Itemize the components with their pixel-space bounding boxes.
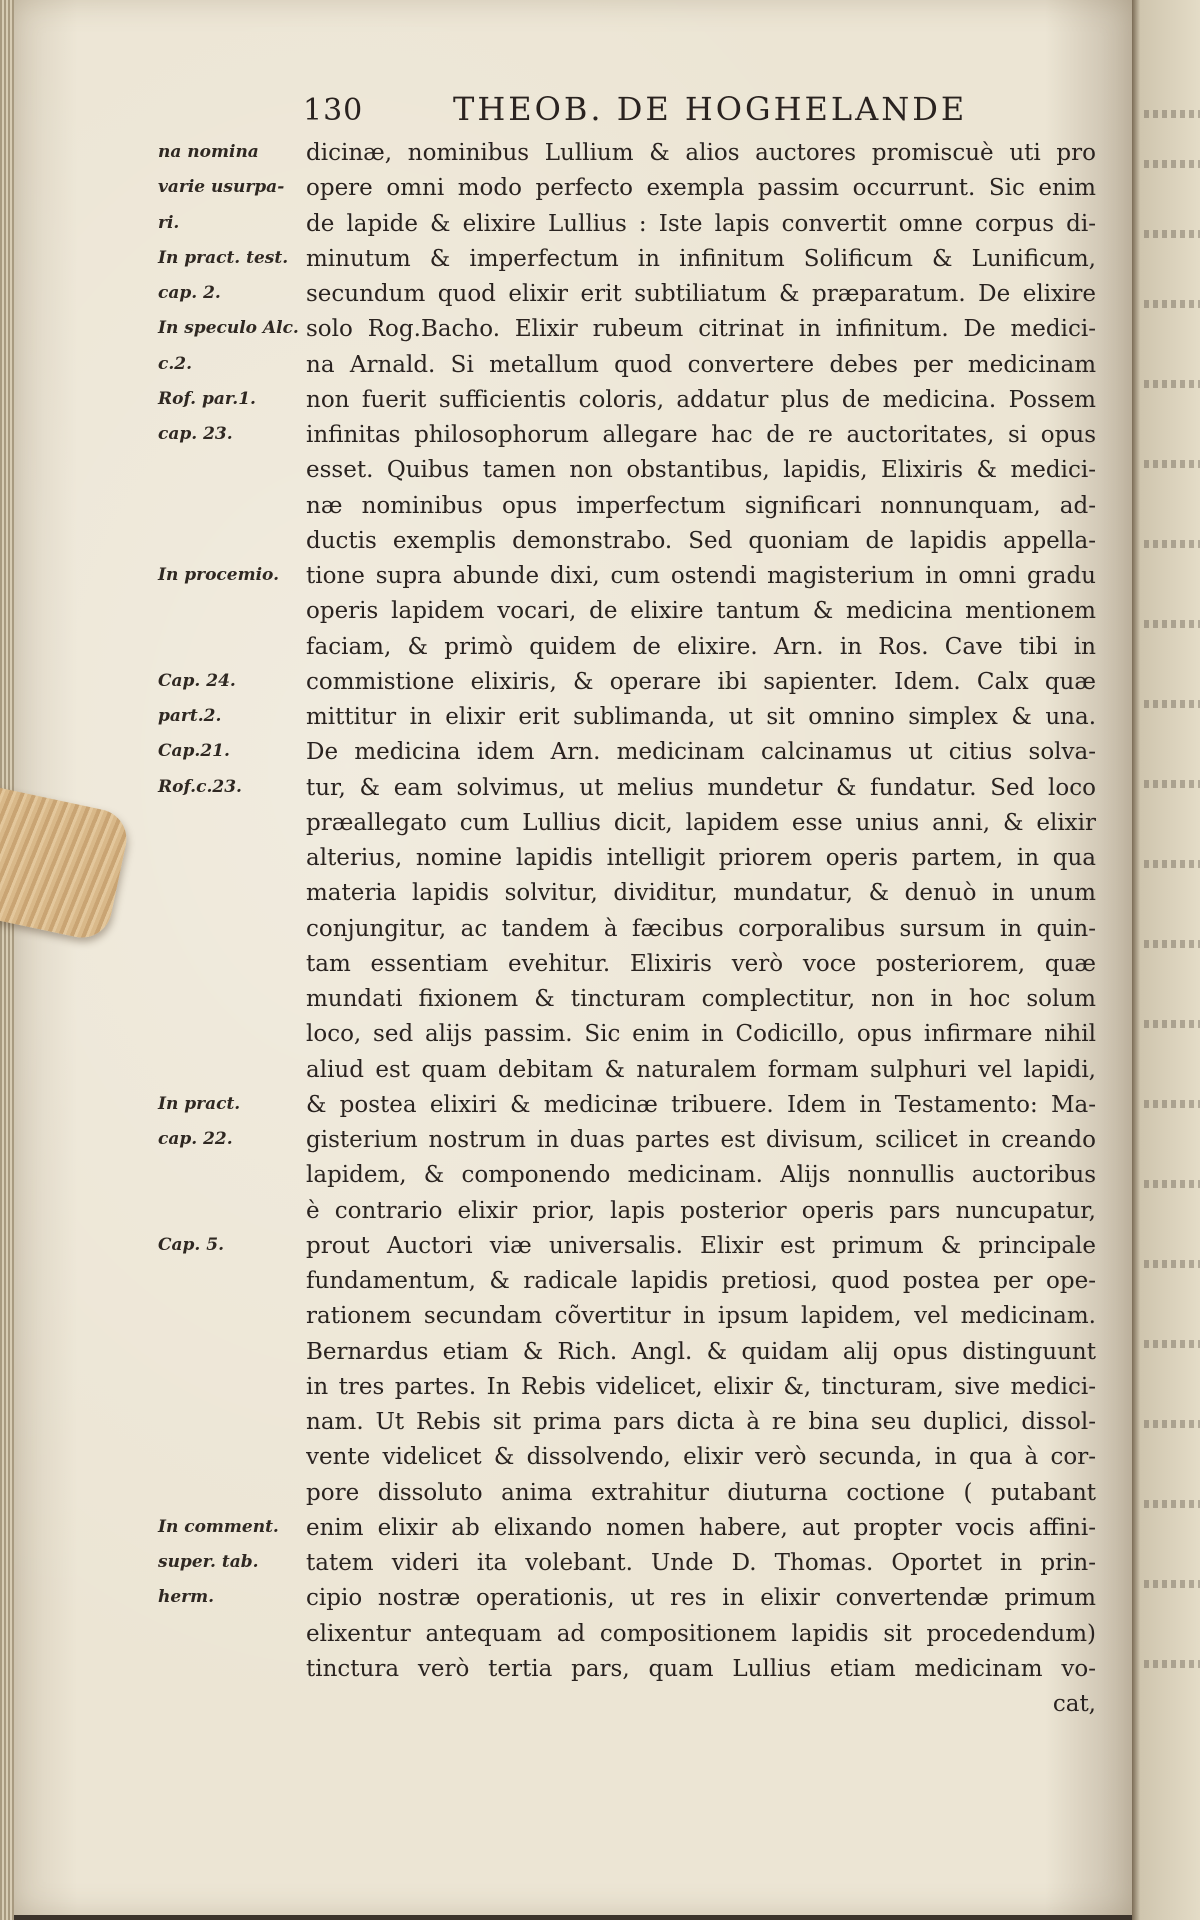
margin-note: Rof. par.1.	[158, 388, 256, 409]
body-line: dicinæ, nominibus Lullium & alios auctores promiscuè uti pro	[306, 140, 1096, 166]
running-head	[303, 90, 967, 134]
body-line: rationem secundam cõvertitur in ipsum lapidem, vel medicinam.	[306, 1303, 1096, 1330]
bleed-through-text	[1144, 1580, 1200, 1588]
body-line: De medicina idem Arn. medicinam calcinamus ut citius solva-	[306, 739, 1096, 766]
bleed-through-text	[1144, 1260, 1200, 1268]
body-line: cat,	[1052, 1691, 1096, 1717]
margin-note: herm.	[158, 1587, 215, 1608]
bleed-through-text	[1144, 110, 1200, 118]
bleed-through-text	[1144, 460, 1200, 468]
body-line: gisterium nostrum in duas partes est divisum, scilicet in creando	[306, 1127, 1096, 1153]
margin-note: varie usurpa-	[158, 177, 285, 198]
body-line: commistione elixiris, & operare ibi sapienter. Idem. Calx quæ	[306, 668, 1096, 695]
bleed-through-text	[1144, 1340, 1200, 1348]
body-line: elixentur antequam ad compositionem lapidis sit procedendum)	[306, 1620, 1096, 1647]
margin-note: Cap. 5.	[158, 1234, 225, 1255]
body-line: opere omni modo perfecto exempla passim occurrunt. Sic enim	[306, 175, 1096, 202]
body-line: nam. Ut Rebis sit prima pars dicta à re bina seu duplici, dissol-	[306, 1409, 1096, 1435]
bleed-through-text	[1144, 540, 1200, 548]
body-line: pore dissoluto anima extrahitur diuturna coctione ( putabant	[306, 1479, 1096, 1506]
body-line: infinitas philosophorum allegare hac de re auctoritates, si opus	[306, 422, 1096, 448]
margin-note: ri.	[158, 212, 180, 233]
body-text	[306, 136, 1096, 1722]
bleed-through-text	[1144, 1660, 1200, 1668]
book-page	[10, 0, 1135, 1915]
body-line: næ nominibus opus imperfectum significari nonnunquam, ad-	[306, 492, 1096, 519]
body-line: vente videlicet & dissolvendo, elixir verò secunda, in qua à cor-	[306, 1444, 1096, 1471]
body-line: alterius, nomine lapidis intelligit priorem operis partem, in qua	[306, 845, 1096, 871]
body-line: mundati fixionem & tincturam complectitur, non in hoc solum	[306, 986, 1096, 1012]
bleed-through-text	[1144, 1020, 1200, 1028]
bleed-through-text	[1144, 300, 1200, 308]
body-line: fundamentum, & radicale lapidis pretiosi, quod postea per ope-	[306, 1268, 1096, 1294]
bleed-through-text	[1144, 940, 1200, 948]
body-line: tinctura verò tertia pars, quam Lullius etiam medicinam vo-	[306, 1655, 1096, 1682]
bleed-through-text	[1144, 160, 1200, 168]
bleed-through-text	[1144, 230, 1200, 238]
body-line: operis lapidem vocari, de elixire tantum & medicina mentionem	[306, 598, 1096, 625]
bleed-through-text	[1144, 780, 1200, 788]
body-line: faciam, & primò quidem de elixire. Arn. in Ros. Cave tibi in	[306, 633, 1096, 660]
body-line: tatem videri ita volebant. Unde D. Thomas. Oportet in prin-	[306, 1550, 1096, 1576]
margin-note: In pract. test.	[158, 247, 289, 268]
margin-note: na nomina	[158, 142, 259, 162]
margin-note: In comment.	[158, 1516, 279, 1537]
body-line: secundum quod elixir erit subtiliatum & præparatum. De elixire	[306, 281, 1096, 307]
page-stack-edge	[0, 0, 14, 1920]
body-line: solo Rog.Bacho. Elixir rubeum citrinat in infinitum. De medici-	[306, 316, 1096, 343]
bleed-through-text	[1144, 1100, 1200, 1108]
body-line: conjungitur, ac tandem à fæcibus corporalibus sursum in quin-	[306, 915, 1096, 942]
bleed-through-text	[1144, 620, 1200, 628]
margin-note: super. tab.	[158, 1552, 259, 1572]
body-line: non fuerit sufficientis coloris, addatur plus de medicina. Possem	[306, 386, 1096, 413]
body-line: ductis exemplis demonstrabo. Sed quoniam de lapidis appella-	[306, 527, 1096, 554]
margin-note: In pract.	[158, 1093, 241, 1114]
body-line: præallegato cum Lullius dicit, lapidem esse unius anni, & elixir	[306, 809, 1096, 836]
margin-note: part.2.	[158, 706, 222, 726]
margin-note: In speculo Alc.	[158, 318, 299, 339]
body-line: aliud est quam debitam & naturalem formam sulphuri vel lapidi,	[306, 1056, 1096, 1083]
margin-note: Cap. 24.	[158, 670, 236, 691]
body-line: de lapide & elixire Lullius : Iste lapis convertit omne corpus di-	[306, 210, 1096, 237]
margin-note: c.2.	[158, 353, 193, 374]
margin-note: cap. 2.	[158, 283, 221, 303]
page-number: 130	[303, 93, 364, 128]
body-line: Bernardus etiam & Rich. Angl. & quidam alij opus distinguunt	[306, 1338, 1096, 1365]
bleed-through-text	[1144, 1420, 1200, 1428]
body-line: prout Auctori viæ universalis. Elixir est primum & principale	[306, 1232, 1096, 1259]
body-line: esset. Quibus tamen non obstantibus, lapidis, Elixiris & medici-	[306, 457, 1096, 484]
bleed-through-text	[1144, 1180, 1200, 1188]
bleed-through-text	[1144, 860, 1200, 868]
margin-note: In procemio.	[158, 565, 279, 585]
running-title: THEOB. DE HOGHELANDE	[453, 90, 968, 128]
body-line: materia lapidis solvitur, dividitur, mundatur, & denuò in unum	[306, 880, 1096, 907]
body-line: mittitur in elixir erit sublimanda, ut sit omnino simplex & una.	[306, 704, 1096, 730]
bleed-through-text	[1144, 700, 1200, 708]
body-line: tam essentiam evehitur. Elixiris verò voce posteriorem, quæ	[306, 950, 1096, 977]
body-line: cipio nostræ operationis, ut res in elixir convertendæ primum	[306, 1585, 1096, 1612]
bleed-through-text	[1144, 380, 1200, 388]
bleed-through-text	[1144, 1500, 1200, 1508]
margin-note: Cap.21.	[158, 741, 230, 762]
margin-note: cap. 22.	[158, 1129, 233, 1149]
margin-note: Rof.c.23.	[158, 776, 242, 797]
body-line: enim elixir ab elixando nomen habere, aut propter vocis affini-	[306, 1514, 1096, 1541]
body-line: tur, & eam solvimus, ut melius mundetur & fundatur. Sed loco	[306, 774, 1096, 801]
body-line: & postea elixiri & medicinæ tribuere. Idem in Testamento: Ma-	[306, 1091, 1096, 1118]
body-line: in tres partes. In Rebis videlicet, elixir &, tincturam, sive medici-	[306, 1373, 1096, 1400]
body-line: minutum & imperfectum in infinitum Solificum & Lunificum,	[306, 245, 1096, 272]
body-line: tione supra abunde dixi, cum ostendi magisterium in omni gradu	[306, 563, 1096, 589]
margin-note: cap. 23.	[158, 424, 233, 444]
body-line: na Arnald. Si metallum quod convertere debes per medicinam	[306, 351, 1096, 378]
body-line: lapidem, & componendo medicinam. Alijs nonnullis auctoribus	[306, 1162, 1096, 1189]
body-line: è contrario elixir prior, lapis posterior operis pars nuncupatur,	[306, 1197, 1096, 1224]
facing-page-edge	[1132, 0, 1200, 1920]
body-line: loco, sed alijs passim. Sic enim in Codicillo, opus infirmare nihil	[306, 1021, 1096, 1048]
